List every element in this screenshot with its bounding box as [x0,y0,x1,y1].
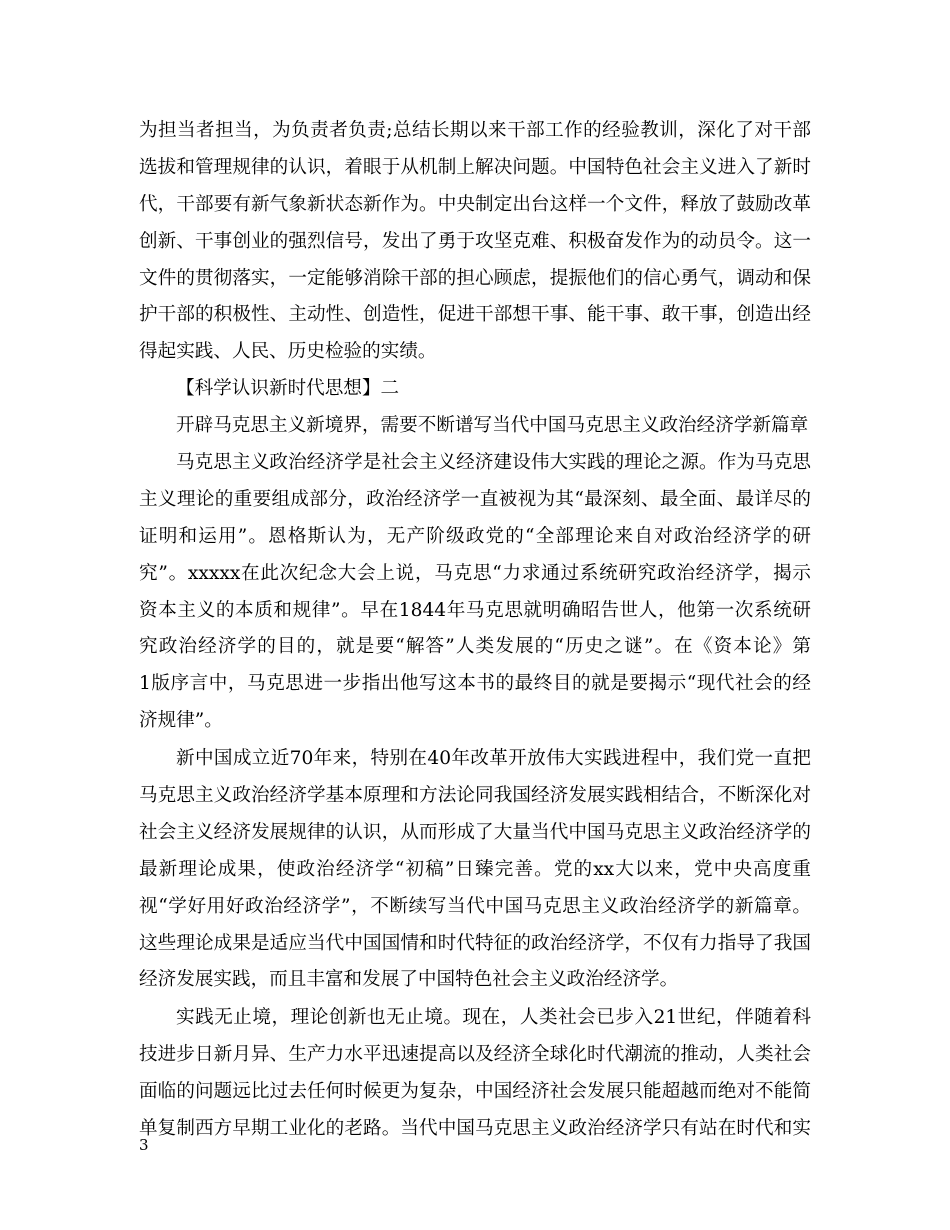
body-line: 马克思主义政治经济学基本原理和方法论同我国经济发展实践相结合，不断深化对 [139,785,811,807]
section-heading: 【科学认识新时代思想】二 [176,378,400,400]
body-line: 得起实践、人民、历史检验的实绩。 [139,341,437,363]
body-line: 主义理论的重要组成部分，政治经济学一直被视为其“最深刻、最全面、最详尽的 [139,488,811,510]
body-line: 单复制西方早期工业化的老路。当代中国马克思主义政治经济学只有站在时代和实 [139,1118,811,1140]
body-line: 证明和运用”。恩格斯认为，无产阶级政党的“全部理论来自对政治经济学的研 [139,525,811,547]
body-line: 社会主义经济发展规律的认识，从而形成了大量当代中国马克思主义政治经济学的 [139,821,811,843]
body-line: 选拔和管理规律的认识，着眼于从机制上解决问题。中国特色社会主义进入了新时 [139,156,811,178]
body-line: 1版序言中，马克思进一步指出他写这本书的最终目的就是要揭示“现代社会的经 [139,673,811,695]
body-line: 为担当者担当，为负责者负责;总结长期以来干部工作的经验教训，深化了对干部 [139,120,811,141]
body-line: 文件的贯彻落实，一定能够消除干部的担心顾虑，提振他们的信心勇气，调动和保 [139,267,811,289]
body-line: 新中国成立近70年来，特别在40年改革开放伟大实践进程中，我们党一直把 [176,748,811,770]
body-line: 面临的问题远比过去任何时候更为复杂，中国经济社会发展只能超越而绝对不能简 [139,1081,811,1103]
body-line: 创新、干事创业的强烈信号，发出了勇于攻坚克难、积极奋发作为的动员令。这一 [139,230,811,252]
body-line: 这些理论成果是适应当代中国国情和时代特征的政治经济学，不仅有力指导了我国 [139,932,811,954]
body-line: 最新理论成果，使政治经济学“初稿”日臻完善。党的xx大以来，党中央高度重 [139,858,811,880]
document-body [139,113,811,1148]
body-line: 究”。xxxxx在此次纪念大会上说，马克思“力求通过系统研究政治经济学，揭示 [139,562,811,584]
body-line: 资本主义的本质和规律”。早在1844年马克思就明确昭告世人，他第一次系统研 [139,599,811,621]
body-line: 实践无止境，理论创新也无止境。现在，人类社会已步入21世纪，伴随着科 [176,1007,811,1029]
body-line: 马克思主义政治经济学是社会主义经济建设伟大实践的理论之源。作为马克思 [176,452,811,474]
body-line: 护干部的积极性、主动性、创造性，促进干部想干事、能干事、敢干事，创造出经 [139,304,811,326]
body-line: 代，干部要有新气象新状态新作为。中央制定出台这样一个文件，释放了鼓励改革 [139,193,811,215]
body-line: 技进步日新月异、生产力水平迅速提高以及经济全球化时代潮流的推动，人类社会 [139,1044,811,1066]
body-line: 究政治经济学的目的，就是要“解答”人类发展的“历史之谜”。在《资本论》第 [139,636,811,658]
body-line: 经济发展实践，而且丰富和发展了中国特色社会主义政治经济学。 [139,969,679,991]
page-number: 3 [139,1136,149,1154]
body-line: 视“学好用好政治经济学”，不断续写当代中国马克思主义政治经济学的新篇章。 [139,895,811,917]
subheading-line: 开辟马克思主义新境界，需要不断谱写当代中国马克思主义政治经济学新篇章 [176,415,809,437]
body-line: 济规律”。 [139,710,223,732]
